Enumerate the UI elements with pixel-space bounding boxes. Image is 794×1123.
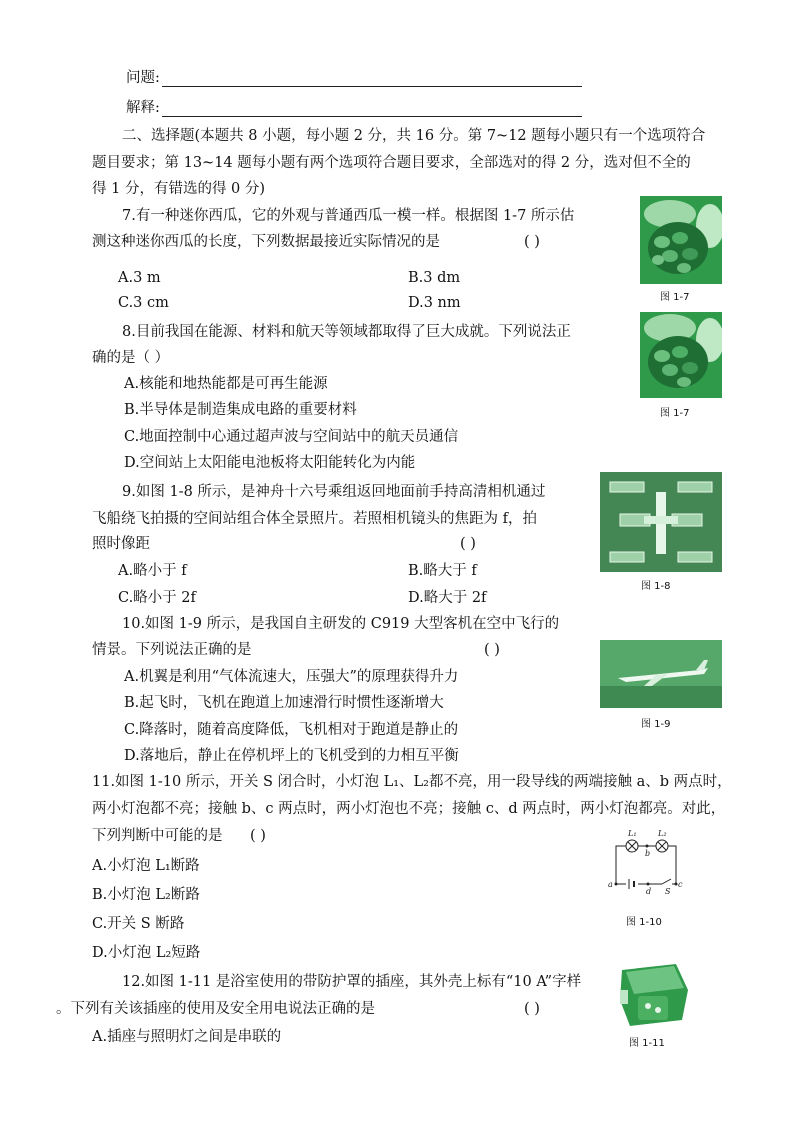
q8-option-b: B.半导体是制造集成电路的重要材料: [124, 402, 357, 418]
space-station-photo-figure-1-8: [600, 472, 722, 572]
q9-stem-line1: 9.如图 1-8 所示，是神舟十六号乘组返回地面前手持高清相机通过: [122, 484, 546, 500]
q12-answer-bracket: ( ): [524, 1001, 540, 1017]
explain-label: 解释:: [126, 100, 160, 116]
q10-stem-line2: 情景。下列说法正确的是: [92, 642, 252, 658]
section2-line3: 得 1 分，有错选的得 0 分): [92, 181, 266, 197]
q7-option-b: B.3 dm: [408, 270, 461, 286]
figure-1-7-caption: 图 1-7: [660, 292, 690, 303]
circuit-label-b: b: [645, 849, 651, 858]
q9-answer-bracket: ( ): [460, 536, 476, 552]
q11-answer-bracket: ( ): [250, 828, 266, 844]
q8-option-c: C.地面控制中心通过超声波与空间站中的航天员通信: [124, 429, 459, 445]
q11-option-b: B.小灯泡 L₂断路: [92, 887, 200, 903]
q11-option-c: C.开关 S 断路: [92, 916, 185, 932]
figure-1-8-caption: 图 1-8: [641, 581, 671, 592]
q9-option-d: D.略大于 2f: [408, 590, 487, 606]
circuit-label-d: d: [646, 887, 652, 894]
q8-stem-line1: 8.目前我国在能源、材料和航天等领域都取得了巨大成就。下列说法正: [122, 324, 571, 340]
airplane-photo-figure-1-9: [600, 640, 722, 708]
q12-stem-line2: 。下列有关该插座的使用及安全用电说法正确的是: [56, 1001, 375, 1017]
q9-option-b: B.略大于 f: [408, 563, 477, 579]
q11-stem-line3: 下列判断中可能的是: [92, 828, 223, 844]
q9-stem-line2: 飞船绕飞拍摄的空间站组合体全景照片。若照相机镜头的焦距为 f，拍: [92, 511, 537, 527]
q9-option-a: A.略小于 f: [118, 563, 187, 579]
circuit-label-c: c: [678, 880, 683, 889]
circuit-label-l1: L₁: [628, 829, 637, 838]
q7-stem-line1: 7.有一种迷你西瓜，它的外观与普通西瓜一模一样。根据图 1-7 所示估: [122, 208, 575, 224]
explain-answer-line: [162, 116, 582, 117]
q10-answer-bracket: ( ): [484, 642, 500, 658]
q7-stem-line2: 测这种迷你西瓜的长度，下列数据最接近实际情况的是: [92, 234, 440, 250]
q11-stem-line1: 11.如图 1-10 所示，开关 S 闭合时，小灯泡 L₁、L₂都不亮，用一段导线的两端接触 a、b 两点时，: [92, 774, 732, 790]
q7-option-c: C.3 cm: [118, 295, 169, 311]
q11-option-d: D.小灯泡 L₂短路: [92, 945, 201, 961]
circuit-label-a: a: [608, 880, 613, 889]
q10-option-d: D.落地后，静止在停机坪上的飞机受到的力相互平衡: [124, 748, 459, 764]
question-answer-line: [162, 86, 582, 87]
q8-option-d: D.空间站上太阳能电池板将太阳能转化为内能: [124, 455, 416, 471]
circuit-label-l2: L₂: [658, 829, 667, 838]
q10-option-a: A.机翼是利用“气体流速大，压强大”的原理获得升力: [124, 669, 459, 685]
figure-1-11-caption: 图 1-11: [629, 1038, 665, 1049]
section2-line2: 题目要求；第 13~14 题每小题有两个选项符合题目要求，全部选对的得 2 分，选对但不全的: [92, 155, 691, 171]
q7-option-a: A.3 m: [118, 270, 161, 286]
circuit-label-s: S: [665, 887, 671, 894]
question-label: 问题:: [126, 70, 160, 86]
figure-1-7-caption-repeat: 图 1-7: [660, 408, 690, 419]
q10-option-b: B.起飞时，飞机在跑道上加速滑行时惯性逐渐增大: [124, 695, 444, 711]
q7-answer-bracket: ( ): [524, 234, 540, 250]
circuit-diagram-figure-1-10: [608, 824, 686, 894]
section2-line1: 二、选择题(本题共 8 小题，每小题 2 分，共 16 分。第 7~12 题每小题只有一个选项符合: [122, 128, 706, 144]
q9-option-c: C.略小于 2f: [118, 590, 196, 606]
q9-stem-line3: 照时像距: [92, 536, 150, 552]
watermelon-photo-figure-repeat: [640, 312, 722, 398]
q12-stem-line1: 12.如图 1-11 是浴室使用的带防护罩的插座，其外壳上标有“10 A”字样: [122, 974, 582, 990]
q11-option-a: A.小灯泡 L₁断路: [92, 858, 200, 874]
q8-option-a: A.核能和地热能都是可再生能源: [124, 376, 328, 392]
q10-stem-line1: 10.如图 1-9 所示，是我国自主研发的 C919 大型客机在空中飞行的: [122, 616, 560, 632]
figure-1-9-caption: 图 1-9: [641, 719, 671, 730]
figure-1-10-caption: 图 1-10: [626, 917, 662, 928]
watermelon-photo-figure-1-7: [640, 196, 722, 284]
q10-option-c: C.降落时，随着高度降低，飞机相对于跑道是静止的: [124, 722, 459, 738]
socket-cover-photo-figure-1-11: [616, 960, 690, 1030]
q7-option-d: D.3 nm: [408, 295, 461, 311]
q8-stem-line2: 确的是（ ）: [92, 350, 170, 366]
q11-stem-line2: 两小灯泡都不亮；接触 b、c 两点时，两小灯泡也不亮；接触 c、d 两点时，两小灯泡都亮。对此，: [92, 801, 726, 817]
q12-option-a: A.插座与照明灯之间是串联的: [92, 1029, 282, 1045]
